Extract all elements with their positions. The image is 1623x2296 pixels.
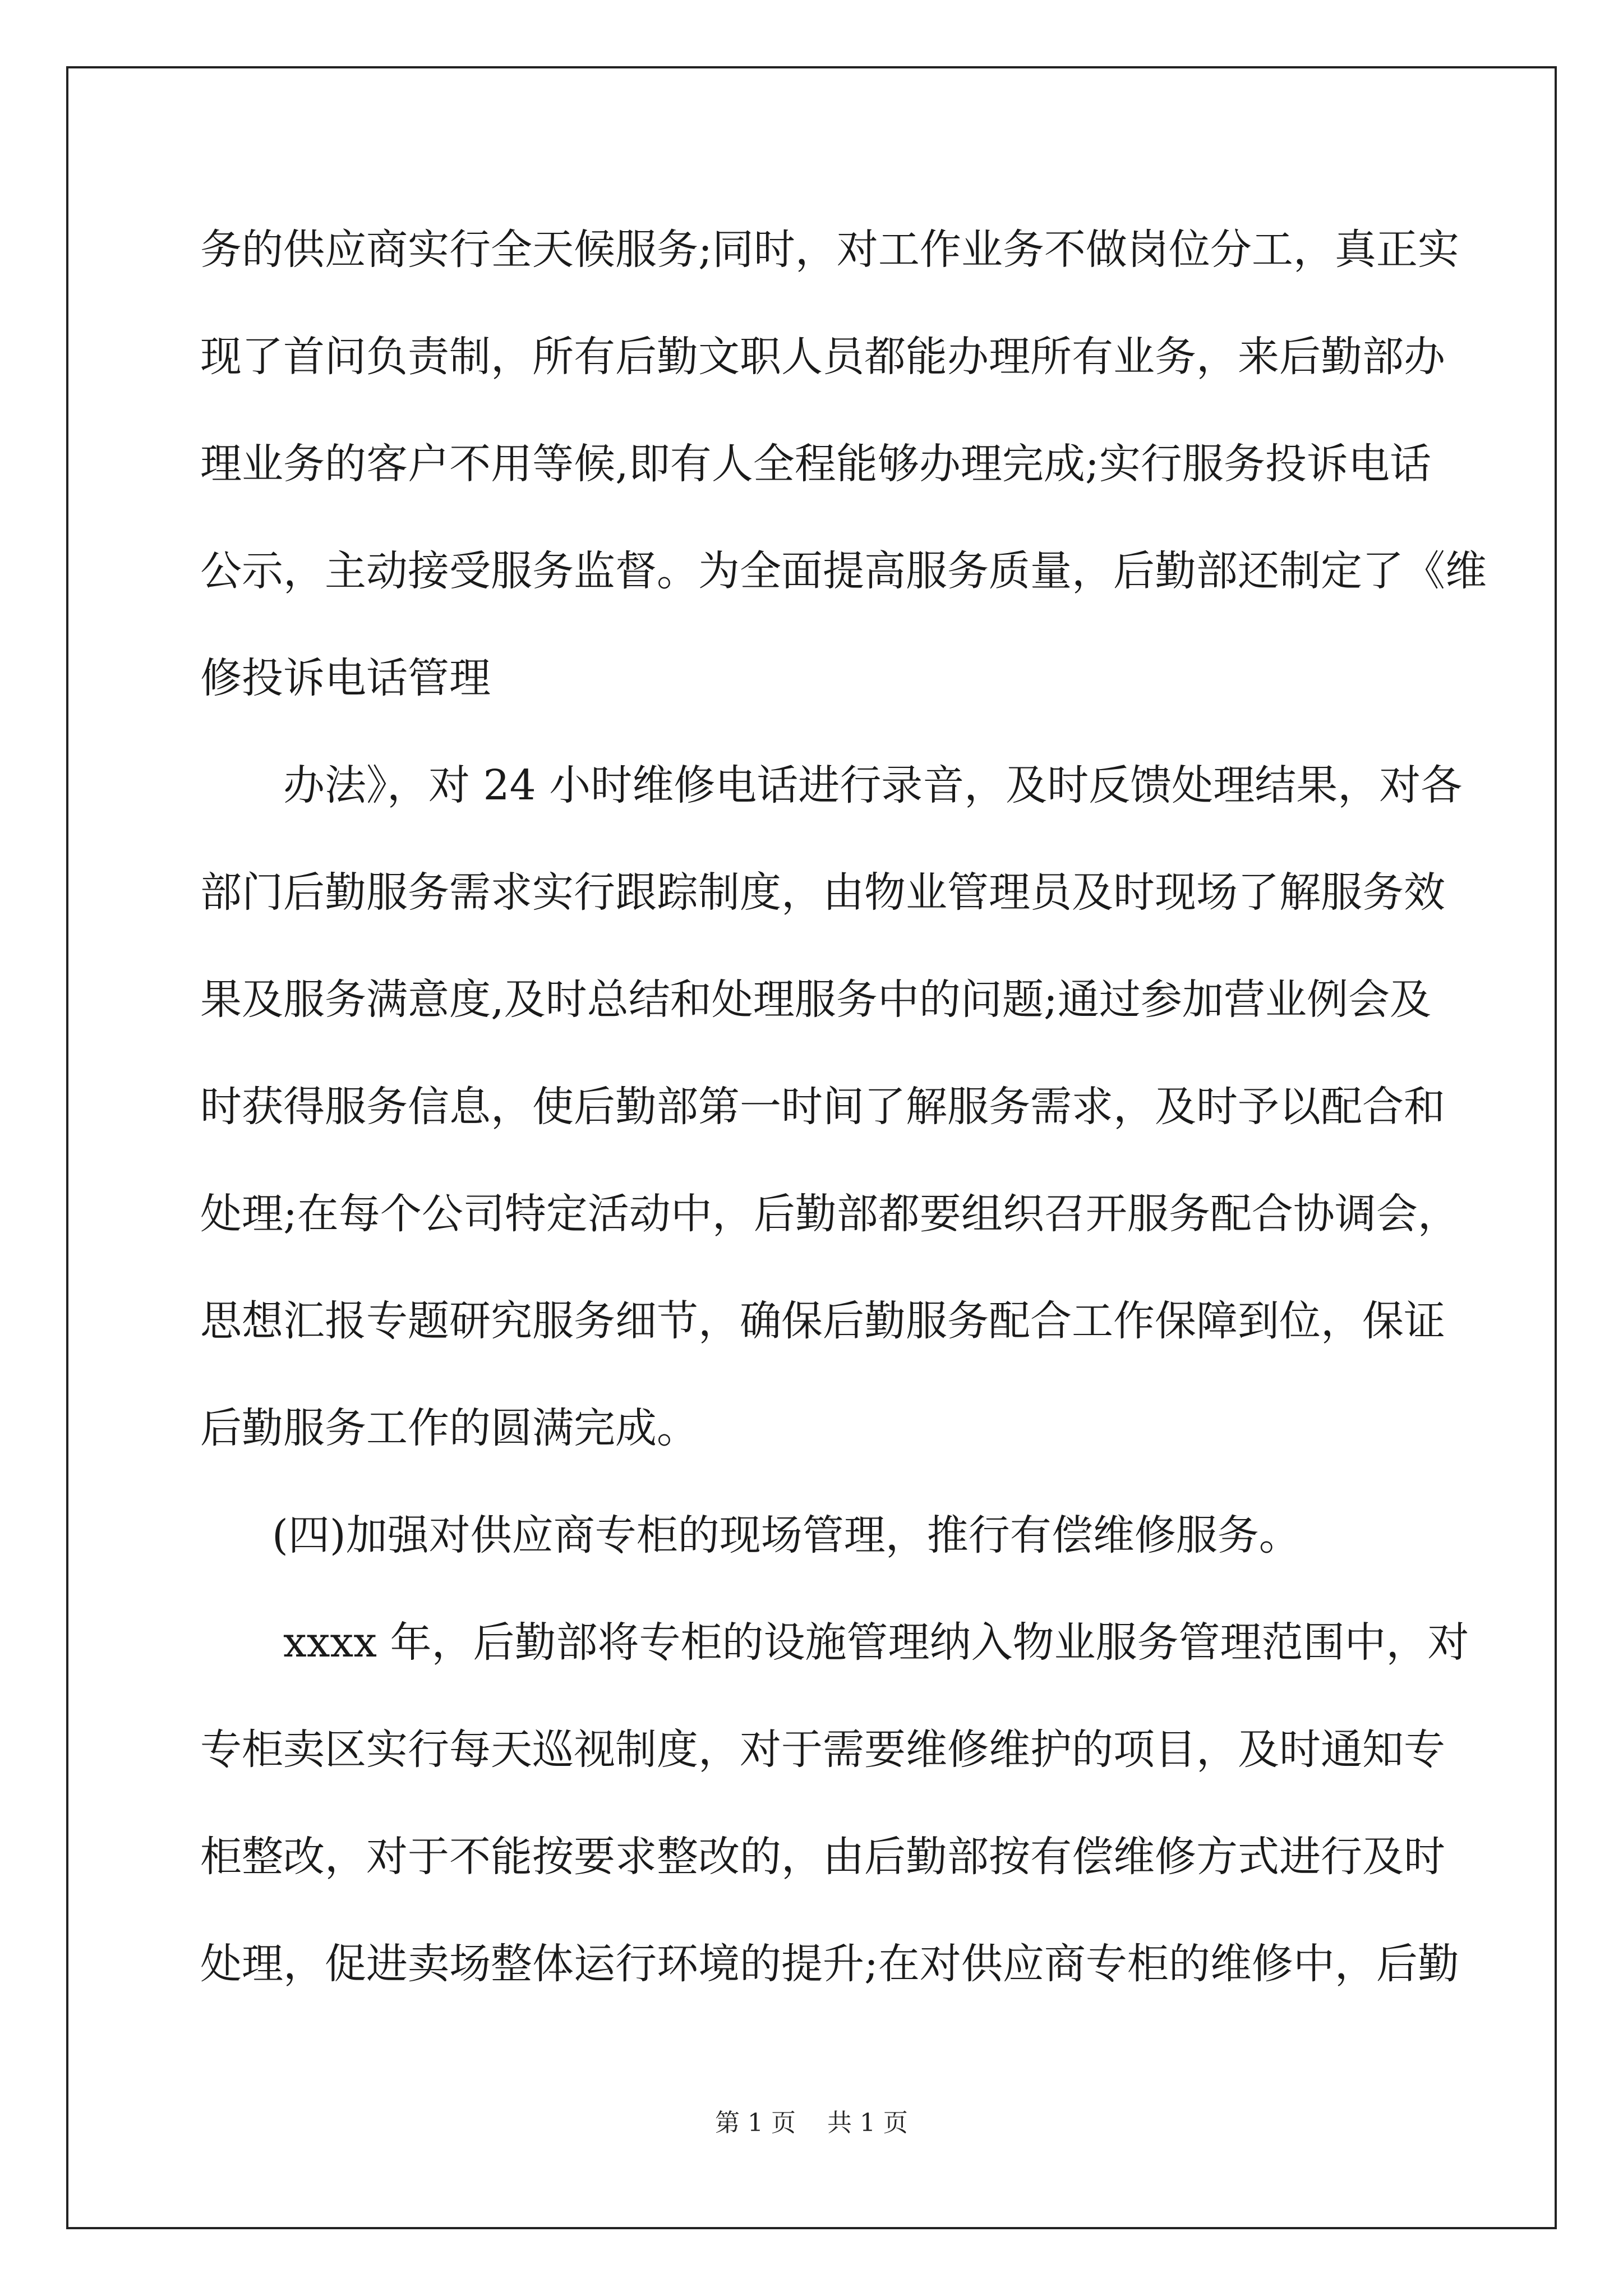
text-line: 办法》，对 24 小时维修电话进行录音，及时反馈处理结果，对各: [283, 761, 1463, 809]
text-line: 公示，主动接受服务监督。为全面提高服务质量，后勤部还制定了《维: [200, 547, 1487, 595]
text-line: 柜整改，对于不能按要求整改的，由后勤部按有偿维修方式进行及时: [200, 1833, 1445, 1881]
text-line: 务的供应商实行全天候服务;同时，对工作业务不做岗位分工，真正实: [200, 226, 1459, 274]
text-line: 思想汇报专题研究服务细节，确保后勤服务配合工作保障到位，保证: [200, 1297, 1445, 1345]
text-line: 现了首问负责制，所有后勤文职人员都能办理所有业务，来后勤部办: [200, 333, 1445, 381]
text-line: 理业务的客户不用等候,即有人全程能够办理完成;实行服务投诉电话: [200, 440, 1431, 488]
text-line: 处理;在每个公司特定活动中，后勤部都要组织召开服务配合协调会，: [200, 1190, 1459, 1238]
text-line: 部门后勤服务需求实行跟踪制度，由物业管理员及时现场了解服务效: [200, 868, 1445, 917]
page-footer: 第 1 页 共 1 页: [715, 2109, 908, 2137]
section-heading: (四)加强对供应商专柜的现场管理，推行有偿维修服务。: [272, 1511, 1301, 1559]
text-line: 果及服务满意度,及时总结和处理服务中的问题;通过参加营业例会及: [200, 976, 1431, 1024]
text-line: 专柜卖区实行每天巡视制度，对于需要维修维护的项目，及时通知专: [200, 1726, 1445, 1774]
text-line: 处理，促进卖场整体运行环境的提升;在对供应商专柜的维修中，后勤: [200, 1940, 1459, 1988]
text-line: 修投诉电话管理: [200, 654, 491, 702]
text-line: xxxx 年，后勤部将专柜的设施管理纳入物业服务管理范围中，对: [283, 1618, 1469, 1667]
text-line: 时获得服务信息，使后勤部第一时间了解服务需求，及时予以配合和: [200, 1083, 1445, 1131]
document-body: [200, 208, 1487, 2029]
text-line: 后勤服务工作的圆满完成。: [200, 1404, 698, 1452]
